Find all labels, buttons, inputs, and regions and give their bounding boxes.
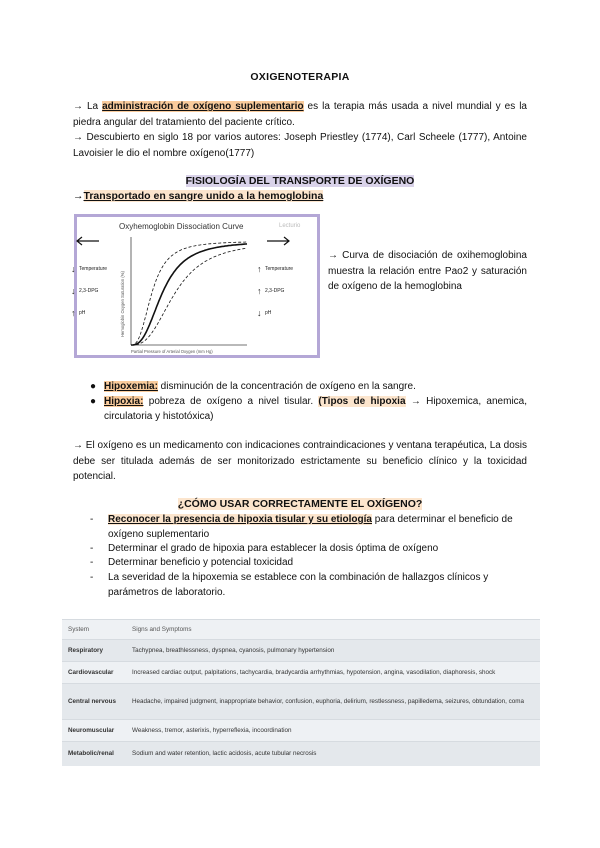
x-axis-label: Partial Pressure of Arterial Oxygen (mm Hg) bbox=[131, 349, 213, 354]
table-row bbox=[62, 720, 540, 742]
section-heading-physiology: FISIOLOGÍA DEL TRANSPORTE DE OXÍGENO bbox=[185, 175, 415, 187]
figure-caption: → Curva de disociación de oxihemoglobina muestra la relación entre Pao2 y saturación de oxígeno de la hemoglobina bbox=[328, 250, 527, 292]
table-cell-system: Metabolic/renal bbox=[62, 742, 126, 766]
left-arrow-icon bbox=[77, 237, 99, 245]
page-title: OXIGENOTERAPIA bbox=[250, 71, 350, 83]
table-header-row bbox=[62, 620, 540, 640]
table-row bbox=[62, 640, 540, 662]
table-cell-signs: Increased cardiac output, palpitations, tachycardia, bradycardia arrhythmias, hypotension, angina, vasodilation, diaphoresis, shock bbox=[126, 662, 540, 684]
right-label-dpg: 2,3-DPG bbox=[265, 288, 285, 294]
table-row bbox=[62, 742, 540, 766]
curve-normal bbox=[131, 244, 247, 345]
up-arrow-icon: ↑ bbox=[257, 264, 262, 274]
table-cell-signs: Weakness, tremor, asterixis, hyperreflexia, incoordination bbox=[126, 720, 540, 742]
table-cell-system: Cardiovascular bbox=[62, 662, 126, 684]
down-arrow-icon: ↓ bbox=[257, 308, 262, 318]
oxyhemoglobin-figure bbox=[71, 214, 320, 358]
dissociation-chart bbox=[71, 217, 317, 355]
down-arrow-icon: ↓ bbox=[71, 286, 76, 296]
right-arrow-icon bbox=[267, 237, 289, 245]
right-label-temperature: Temperature bbox=[265, 266, 294, 272]
watermark: Lecturio bbox=[279, 223, 301, 229]
table-cell-system: Neuromuscular bbox=[62, 720, 126, 742]
section-heading-usage: ¿CÓMO USAR CORRECTAMENTE EL OXÍGENO? bbox=[177, 498, 423, 510]
usage-item: - La severidad de la hipoxemia se establece con la combinación de hallazgos clínicos y parámetros de laboratorio. bbox=[90, 572, 489, 598]
table-cell-signs: Headache, impaired judgment, inappropriate behavior, confusion, euphoria, delirium, restlessness, papilledema, seizures, obtundation, coma bbox=[126, 684, 540, 720]
left-label-dpg: 2,3-DPG bbox=[79, 288, 99, 294]
highlight-oxygen-administration: administración de oxígeno suplementario bbox=[102, 101, 304, 112]
usage-item: - Reconocer la presencia de hipoxia tisular y su etiología para determinar el beneficio de oxígeno suplementario bbox=[90, 514, 513, 540]
intro-paragraph-1: → La administración de oxígeno suplementario es la terapia más usada a nivel mundial y es la piedra angular del tratamiento del paciente crítico. bbox=[73, 101, 527, 128]
y-axis-label: Hemoglobin Oxygen Saturation (%) bbox=[120, 271, 125, 337]
table-header: System bbox=[62, 620, 126, 640]
usage-item: - Determinar el grado de hipoxia para establecer la dosis óptima de oxígeno bbox=[90, 543, 439, 554]
table-cell-signs: Sodium and water retention, lactic acidosis, acute tubular necrosis bbox=[126, 742, 540, 766]
table-row bbox=[62, 684, 540, 720]
right-label-ph: pH bbox=[265, 310, 272, 316]
up-arrow-icon: ↑ bbox=[257, 286, 262, 296]
bullet-hypoxemia: ● Hipoxemia: disminución de la concentración de oxígeno en la sangre. bbox=[90, 381, 416, 392]
table-cell-system: Respiratory bbox=[62, 640, 126, 662]
left-label-ph: pH bbox=[79, 310, 86, 316]
table-header: Signs and Symptoms bbox=[126, 620, 540, 640]
curve-right-shift bbox=[131, 248, 247, 345]
bullet-hypoxia: ● Hipoxia: pobreza de oxígeno a nivel tisular. (Tipos de hipoxia → Hipoxemica, anemica, circulatoria y histotóxica) bbox=[90, 396, 528, 422]
chart-title: Oxyhemoglobin Dissociation Curve bbox=[119, 222, 244, 231]
subheading-transport: →Transportado en sangre unido a la hemoglobina bbox=[73, 190, 324, 202]
up-arrow-icon: ↑ bbox=[71, 308, 76, 318]
table-row bbox=[62, 662, 540, 684]
table-cell-signs: Tachypnea, breathlessness, dyspnea, cyanosis, pulmonary hypertension bbox=[126, 640, 540, 662]
signs-symptoms-table bbox=[62, 619, 540, 766]
drug-paragraph: → El oxígeno es un medicamento con indicaciones contraindicaciones y ventana terapéutica, La dosis debe ser titulada además de ser monitorizado estrictamente su beneficio clínico y la toxicidad potencial. bbox=[73, 440, 527, 482]
left-label-temperature: Temperature bbox=[79, 266, 108, 272]
down-arrow-icon: ↓ bbox=[71, 264, 76, 274]
table-cell-system: Central nervous bbox=[62, 684, 126, 720]
intro-paragraph-2: → Descubierto en siglo 18 por varios autores: Joseph Priestley (1774), Carl Scheele (1777), Antoine Lavoisier le dio el nombre oxígeno(1777) bbox=[73, 132, 527, 159]
usage-item: - Determinar beneficio y potencial toxicidad bbox=[90, 557, 294, 568]
